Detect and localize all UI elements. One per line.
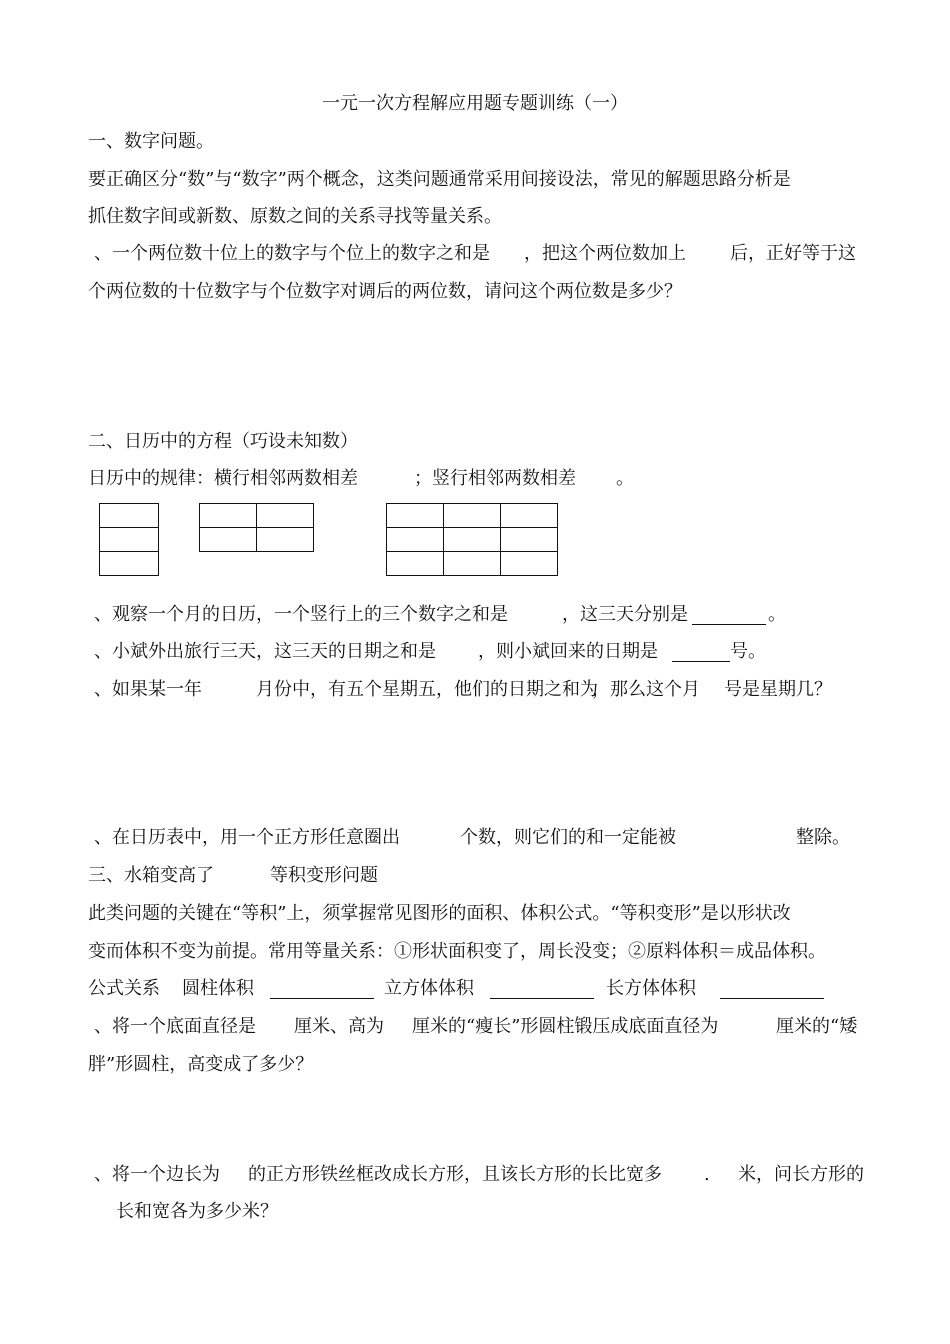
section-1-heading: 一、数字问题。 <box>88 131 214 152</box>
s2-q2-answer-blank <box>672 661 730 662</box>
s3-q2-part-d: 米，问长方形的 <box>738 1164 864 1185</box>
s2-q3-part-b: 月份中，有五个星期五，他们的日期之和为 <box>256 679 598 700</box>
s3-q2-line-2: 长和宽各为多少米？ <box>116 1201 278 1222</box>
cylinder-volume-blank <box>270 998 374 999</box>
s3-q1-part-d: 厘米的“矮 <box>776 1016 858 1037</box>
calendar-grid-vertical-3 <box>99 503 159 576</box>
s3-q1-line-2: 胖”形圆柱，高变成了多少？ <box>88 1054 314 1075</box>
s1-q1-part-c: 后，正好等于这 <box>730 243 856 264</box>
s2-q2-part-c: 号。 <box>730 641 766 662</box>
calendar-grid-3x3 <box>386 503 558 576</box>
s2-q1-answer-blank <box>692 624 766 625</box>
s3-q2-part-a: 、将一个边长为 <box>94 1164 220 1185</box>
s2-q1-part-b: ，这三天分别是 <box>562 604 688 625</box>
formula-label: 公式关系 <box>88 978 160 999</box>
section-3-heading-part-a: 三、水箱变高了 <box>88 865 214 886</box>
calendar-rule-part-a: 日历中的规律：横行相邻两数相差 <box>88 468 358 489</box>
s2-q4-part-a: 、在日历表中，用一个正方形任意圈出 <box>94 827 400 848</box>
s1-q1-line-2: 个两位数的十位数字与个位数字对调后的两位数，请问这个两位数是多少？ <box>88 281 682 302</box>
s1-q1-part-a: 、一个两位数十位上的数字与个位上的数字之和是 <box>94 243 490 264</box>
section-2-heading: 二、日历中的方程（巧设未知数） <box>88 431 358 452</box>
s1-q1-part-b: ，把这个两位数加上 <box>524 243 686 264</box>
cuboid-volume-blank <box>720 998 824 999</box>
calendar-grid-2x2 <box>199 503 314 552</box>
s3-q2-part-c: . <box>704 1164 710 1185</box>
cube-volume-label: 立方体体积 <box>384 978 474 999</box>
s2-q1-part-c: 。 <box>768 604 786 625</box>
cylinder-volume-label: 圆柱体积 <box>182 978 254 999</box>
s3-q1-part-b: 厘米、高为 <box>294 1016 384 1037</box>
section-3-intro-line-1: 此类问题的关键在“等积”上，须掌握常见图形的面积、体积公式。“等积变形”是以形状改 <box>88 903 791 924</box>
s3-q2-part-b: 的正方形铁丝框改成长方形，且该长方形的长比宽多 <box>248 1164 662 1185</box>
s3-q1-part-c: 厘米的“瘦长”形圆柱锻压成底面直径为 <box>412 1016 719 1037</box>
section-1-intro-line-1: 要正确区分“数”与“数字”两个概念，这类问题通常采用间接设法，常见的解题思路分析是 <box>88 169 791 190</box>
section-3-heading-part-b: 等积变形问题 <box>270 865 378 886</box>
s2-q3-part-c: ，那么这个月 <box>592 679 700 700</box>
section-1-intro-line-2: 抓住数字间或新数、原数之间的关系寻找等量关系。 <box>88 206 502 227</box>
s2-q4-part-c: 整除。 <box>796 827 850 848</box>
s2-q3-part-a: 、如果某一年 <box>94 679 202 700</box>
s3-q1-part-a: 、将一个底面直径是 <box>94 1016 256 1037</box>
calendar-rule-part-b: ；竖行相邻两数相差 <box>414 468 576 489</box>
cube-volume-blank <box>490 998 594 999</box>
s2-q1-part-a: 、观察一个月的日历，一个竖行上的三个数字之和是 <box>94 604 508 625</box>
page-title: 一元一次方程解应用题专题训练（一） <box>322 93 628 114</box>
cuboid-volume-label: 长方体体积 <box>606 978 696 999</box>
s2-q3-part-d: 号是星期几？ <box>724 679 832 700</box>
calendar-rule-part-c: 。 <box>616 468 634 489</box>
s2-q2-part-b: ，则小斌回来的日期是 <box>478 641 658 662</box>
section-3-intro-line-2: 变而体积不变为前提。常用等量关系：①形状面积变了，周长没变；②原料体积＝成品体积。 <box>88 941 826 962</box>
s2-q2-part-a: 、小斌外出旅行三天，这三天的日期之和是 <box>94 641 436 662</box>
s2-q4-part-b: 个数，则它们的和一定能被 <box>460 827 676 848</box>
